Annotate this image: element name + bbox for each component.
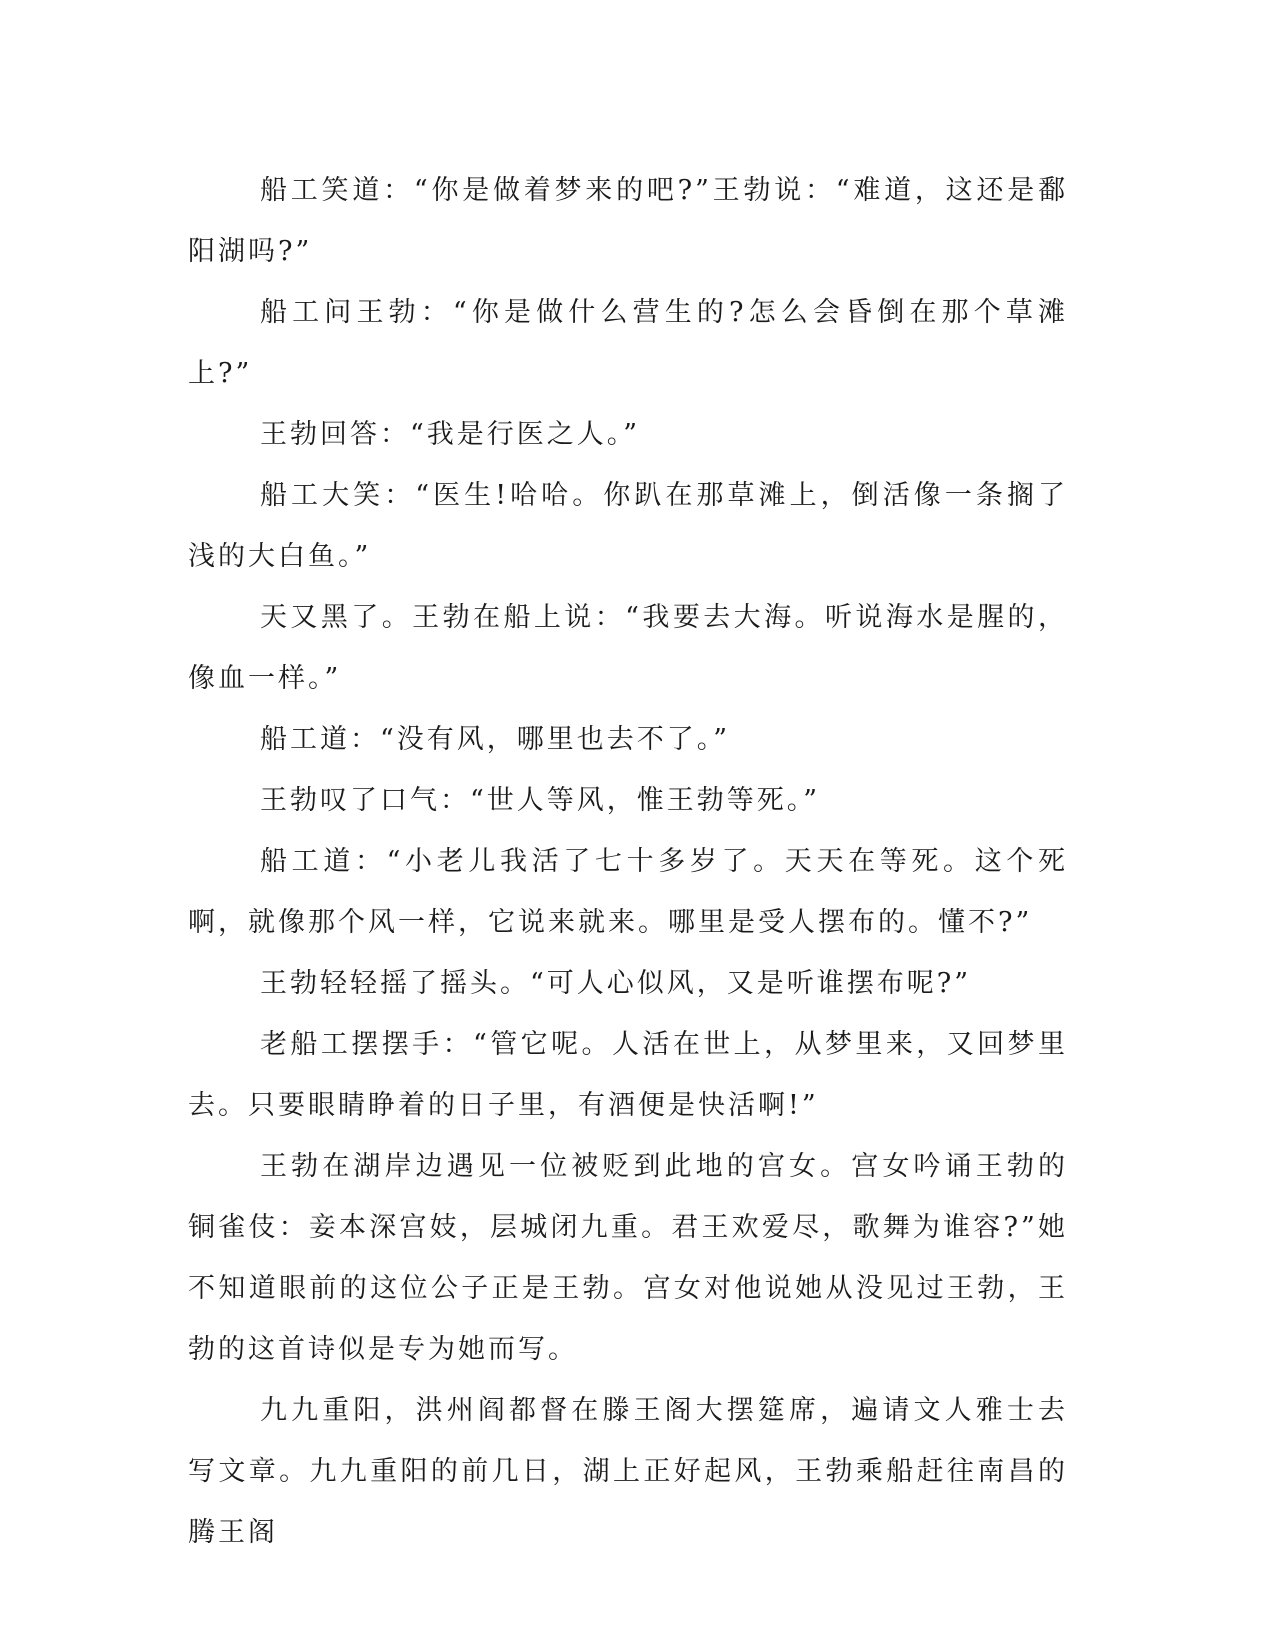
paragraph-8: 船工道：“小老儿我活了七十多岁了。天天在等死。这个死啊，就像那个风一样，它说来就来。哪里是受人摆布的。懂不?” xyxy=(188,846,1068,938)
paragraph-7: 王勃叹了口气：“世人等风，惟王勃等死。” xyxy=(260,785,821,816)
paragraph-12: 九九重阳，洪州阎都督在滕王阁大摆筵席，遍请文人雅士去写文章。九九重阳的前几日，湖上正好起风，王勃乘船赶往南昌的腾王阁 xyxy=(188,1395,1068,1548)
paragraph-1: 船工笑道：“你是做着梦来的吧?”王勃说：“难道，这还是鄱阳湖吗?” xyxy=(188,175,1068,267)
paragraph-10: 老船工摆摆手：“管它呢。人活在世上，从梦里来，又回梦里去。只要眼睛睁着的日子里，有酒便是快活啊!” xyxy=(188,1029,1068,1121)
paragraph-5: 天又黑了。王勃在船上说：“我要去大海。听说海水是腥的，像血一样。” xyxy=(188,602,1068,694)
paragraph-9: 王勃轻轻摇了摇头。“可人心似风，又是听谁摆布呢?” xyxy=(260,968,972,999)
paragraph-3: 王勃回答：“我是行医之人。” xyxy=(260,419,641,450)
paragraph-11: 王勃在湖岸边遇见一位被贬到此地的宫女。宫女吟诵王勃的铜雀伎：妾本深宫妓，层城闭九重。君王欢爱尽，歌舞为谁容?”她不知道眼前的这位公子正是王勃。宫女对他说她从没见过王勃，王勃的这首诗似是专为她而写。 xyxy=(188,1151,1068,1365)
document-body xyxy=(188,160,1068,1563)
paragraph-4: 船工大笑：“医生!哈哈。你趴在那草滩上，倒活像一条搁了浅的大白鱼。” xyxy=(188,480,1068,572)
paragraph-2: 船工问王勃：“你是做什么营生的?怎么会昏倒在那个草滩上?” xyxy=(188,297,1068,389)
paragraph-6: 船工道：“没有风，哪里也去不了。” xyxy=(260,724,731,755)
